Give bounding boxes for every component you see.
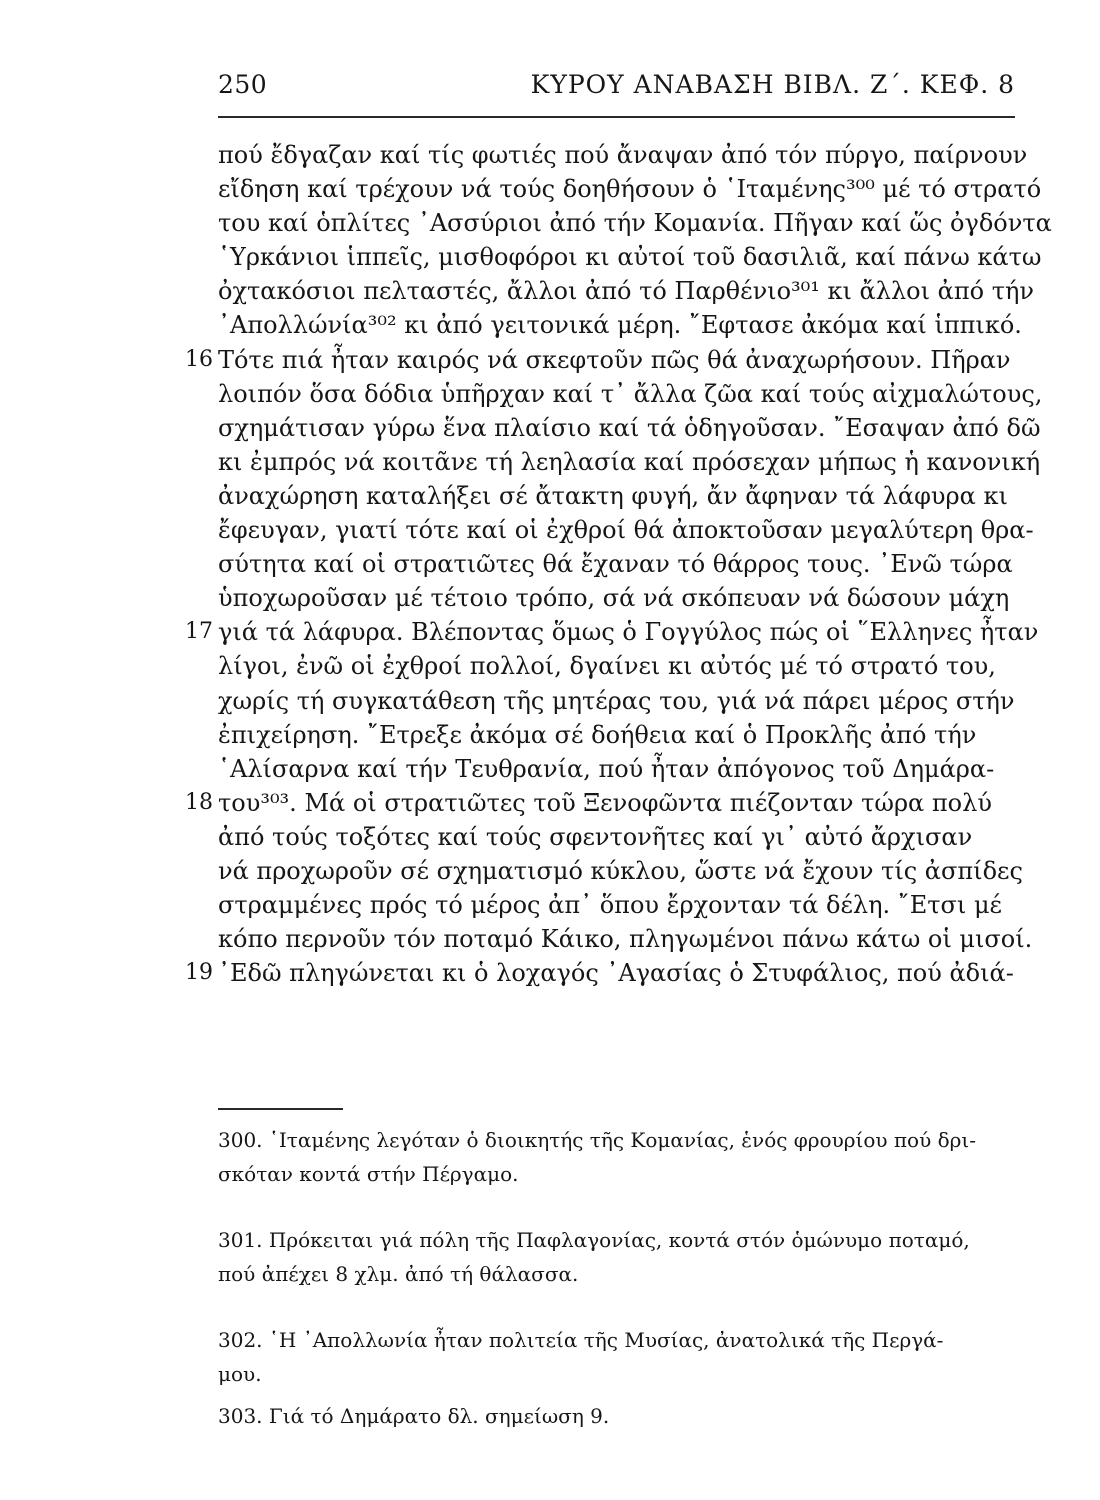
text-line <box>218 206 1052 240</box>
line-text: του³⁰³. Μά οἱ στρατιῶτες τοῦ Ξενοφῶντα πιέζονταν τώρα πολύ <box>218 788 992 817</box>
line-text: ὀχτακόσιοι πελταστές, ἄλλοι ἀπό τό Παρθένιο³⁰¹ κι ἄλλοι ἀπό τήν <box>218 277 1034 306</box>
line-text: ἐπιχείρηση. ῎Ετρεξε ἀκόμα σέ δοήθεια καί ὁ Προκλῆς ἀπό τήν <box>218 720 977 749</box>
line-text: χωρίς τή συγκατάθεση τῆς μητέρας του, γιά νά πάρει μέρος στήν <box>218 686 1015 715</box>
body-text <box>185 138 1052 990</box>
text-line <box>185 615 1040 649</box>
line-text: σχημάτισαν γύρω ἕνα πλαίσιο καί τά ὁδηγοῦσαν. ῎Εσαψαν ἀπό δῶ <box>218 413 1041 442</box>
text-line <box>218 274 1040 308</box>
line-text: γιά τά λάφυρα. Βλέποντας ὅμως ὁ Γογγύλος πώς οἱ ῞Ελληνες ἦταν <box>218 618 1039 647</box>
line-text: ᾿Απολλώνία³⁰² κι ἀπό γειτονικά μέρη. ῎Εφτασε ἀκόμα καί ἱππικό. <box>218 311 1022 340</box>
text-line <box>218 172 1040 206</box>
text-line <box>218 411 1040 445</box>
text-line <box>218 888 1040 922</box>
text-line <box>185 343 1040 377</box>
line-text: ὑποχωροῦσαν μέ τέτοιο τρόπο, σά νά σκόπευαν νά δώσουν μάχη <box>218 584 1010 613</box>
line-text: πού ἔδγαζαν καί τίς φωτιές πού ἄναψαν ἀπό τόν πύργο, παίρνουν <box>218 141 1028 169</box>
text-line <box>218 854 1040 888</box>
footnote-line: μου. <box>218 1362 262 1386</box>
running-head: ΚΥΡΟΥ ΑΝΑΒΑΣΗ ΒΙΒΛ. Ζ΄. ΚΕΦ. 8 <box>530 70 1015 99</box>
line-text: Τότε πιά ἦταν καιρός νά σκεφτοῦν πῶς θά ἀναχωρήσουν. Πῆραν <box>218 345 1011 374</box>
footnote-line: 300. ῾Ιταμένης λεγόταν ὁ διοικητής τῆς Κομανίας, ἑνός φρουρίου πού δρι- <box>218 1128 977 1152</box>
footnote-302 <box>218 1323 1040 1391</box>
line-text: ῾Υρκάνιοι ἱππεῖς, μισθοφόροι κι αὐτοί τοῦ δασιλιᾶ, καί πάνω κάτω <box>218 243 1042 272</box>
section-number: 18 <box>185 789 213 815</box>
text-line <box>218 752 1040 786</box>
footnotes <box>218 1123 1040 1433</box>
line-text: κόπο περνοῦν τόν ποταμό Κάικο, πληγωμένοι πάνω κάτω οἱ μισοί. <box>218 925 1033 954</box>
footnote-line: 302. ῾Η ᾿Απολλωνία ἦταν πολιτεία τῆς Μυσίας, ἀνατολικά τῆς Περγά- <box>218 1328 944 1352</box>
footnote-line: πού ἀπέχει 8 χλμ. ἀπό τή θάλασσα. <box>218 1262 579 1286</box>
line-text: κι ἐμπρός νά κοιτᾶνε τή λεηλασία καί πρόσεχαν μήπως ἡ κανονική <box>218 447 1041 476</box>
header-rule <box>218 116 1015 118</box>
line-text: εἴδηση καί τρέχουν νά τούς δοηθήσουν ὁ ῾Ιταμένης³⁰⁰ μέ τό στρατό <box>218 175 1042 204</box>
line-text: λίγοι, ἐνῶ οἱ ἐχθροί πολλοί, δγαίνει κι αὐτός μέ τό στρατό του, <box>218 652 996 681</box>
line-text: ᾿Εδῶ πληγώνεται κι ὁ λοχαγός ᾿Αγασίας ὁ Στυφάλιος, πού ἀδιά- <box>218 959 1014 988</box>
page-header <box>218 70 1015 114</box>
text-line <box>218 479 1040 513</box>
text-line <box>185 956 1040 990</box>
line-text: νά προχωροῦν σέ σχηματισμό κύκλου, ὥστε νά ἔχουν τίς ἀσπίδες <box>218 856 1023 885</box>
line-text: στραμμένες πρός τό μέρος ἀπ᾿ ὅπου ἔρχονταν τά δέλη. ῎Ετσι μέ <box>218 891 1002 920</box>
text-line <box>218 240 1040 274</box>
footnote-300 <box>218 1123 1040 1191</box>
line-text: ἀπό τούς τοξότες καί τούς σφεντονῆτες καί γι᾿ αὐτό ἄρχισαν <box>218 822 973 851</box>
text-line <box>218 581 1040 615</box>
footnote-303 <box>218 1399 1040 1433</box>
section-number: 17 <box>185 619 213 645</box>
text-line <box>218 718 1040 752</box>
text-line <box>185 786 1040 820</box>
line-text: του καί ὁπλίτες ᾿Ασσύριοι ἀπό τήν Κομανία. Πῆγαν καί ὥς ὀγδόντα <box>218 209 1052 238</box>
section-number: 16 <box>185 346 213 372</box>
text-line <box>218 684 1040 718</box>
text-line <box>218 649 1040 683</box>
line-text: ἀναχώρηση καταλήξει σέ ἄτακτη φυγή, ἄν ἄφηναν τά λάφυρα κι <box>218 481 1008 510</box>
text-line <box>218 308 1040 342</box>
page-number: 250 <box>218 70 268 99</box>
line-text: ἔφευγαν, γιατί τότε καί οἱ ἐχθροί θά ἀποκτοῦσαν μεγαλύτερη θρα- <box>218 516 1034 545</box>
footnote-line: 303. Γιά τό Δημάρατο δλ. σημείωση 9. <box>218 1404 610 1428</box>
text-line <box>218 138 1040 172</box>
footnote-301 <box>218 1223 1040 1291</box>
line-text: σύτητα καί οἱ στρατιῶτες θά ἔχαναν τό θάρρος τους. ᾿Ενῶ τώρα <box>218 550 1013 579</box>
text-line <box>218 547 1040 581</box>
footnote-rule <box>218 1108 343 1110</box>
text-line <box>218 445 1040 479</box>
line-text: ῾Αλίσαρνα καί τήν Τευθρανία, πού ἦταν ἀπόγονος τοῦ Δημάρα- <box>218 754 995 783</box>
footnote-line: σκόταν κοντά στήν Πέργαμο. <box>218 1162 519 1186</box>
text-line <box>218 377 1043 411</box>
text-line <box>218 513 1040 547</box>
footnote-line: 301. Πρόκειται γιά πόλη τῆς Παφλαγονίας, κοντά στόν ὁμώνυμο ποταμό, <box>218 1228 970 1252</box>
text-line <box>218 922 1040 956</box>
text-line <box>218 820 1040 854</box>
section-number: 19 <box>185 960 213 986</box>
line-text: λοιπόν ὅσα δόδια ὑπῆρχαν καί τ᾿ ἄλλα ζῶα καί τούς αἰχμαλώτους, <box>218 379 1043 408</box>
